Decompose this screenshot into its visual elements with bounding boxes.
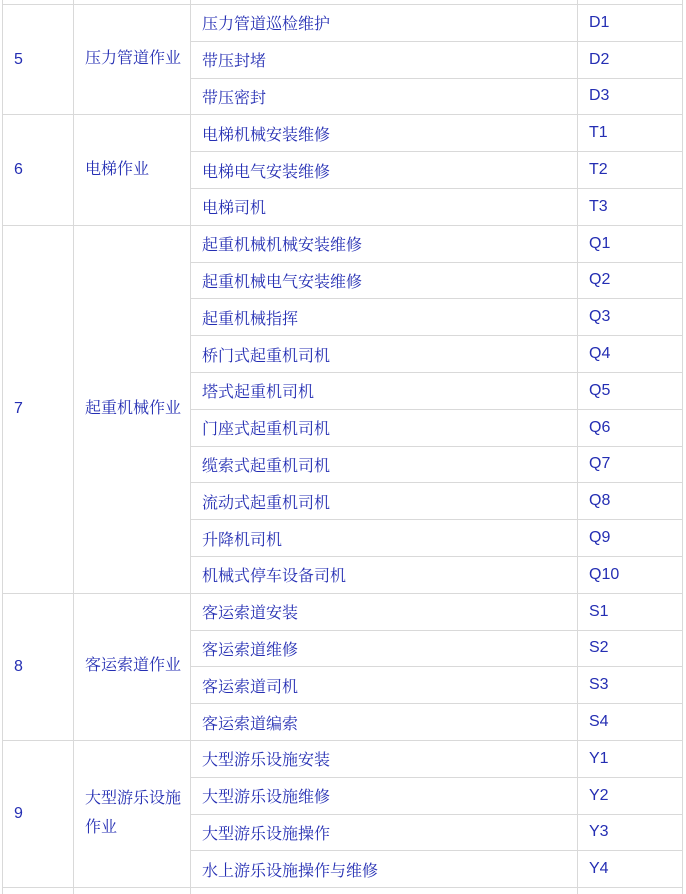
item-cell: 缆索式起重机司机 (191, 446, 578, 483)
item-cell: 塔式起重机司机 (191, 372, 578, 409)
item-cell: 大型游乐设施维修 (191, 777, 578, 814)
item-cell: 起重机械机械安装维修 (191, 225, 578, 262)
code-cell: Y1 (578, 740, 683, 777)
table-row (3, 5, 683, 42)
item-cell: 压力管道巡检维护 (191, 5, 578, 42)
code-cell: Y4 (578, 851, 683, 888)
item-cell: 流动式起重机司机 (191, 483, 578, 520)
table-row (3, 225, 683, 262)
category-cell: 客运索道作业 (74, 593, 191, 740)
code-cell: S2 (578, 630, 683, 667)
item-cell: 带压封堵 (191, 41, 578, 78)
code-cell: Q9 (578, 520, 683, 557)
category-cell: 起重机械作业 (74, 225, 191, 593)
code-cell: Y2 (578, 777, 683, 814)
item-cell: 客运索道维修 (191, 630, 578, 667)
category-cell: 电梯作业 (74, 115, 191, 225)
item-cell: 大型游乐设施操作 (191, 814, 578, 851)
code-cell: S3 (578, 667, 683, 704)
code-cell: Q3 (578, 299, 683, 336)
special-operations-table (2, 0, 683, 894)
table-row (3, 740, 683, 777)
code-cell: S1 (578, 593, 683, 630)
item-cell: 起重机械指挥 (191, 299, 578, 336)
partial-cell (191, 888, 578, 894)
item-cell: 客运索道司机 (191, 667, 578, 704)
code-cell: Q7 (578, 446, 683, 483)
code-cell: Y3 (578, 814, 683, 851)
code-cell: T1 (578, 115, 683, 152)
seq-cell: 6 (3, 115, 74, 225)
item-cell: 起重机械电气安装维修 (191, 262, 578, 299)
category-cell: 压力管道作业 (74, 5, 191, 115)
table-row (3, 593, 683, 630)
code-cell: Q2 (578, 262, 683, 299)
item-cell: 水上游乐设施操作与维修 (191, 851, 578, 888)
category-cell: 大型游乐设施作业 (74, 740, 191, 887)
item-cell: 电梯司机 (191, 188, 578, 225)
partial-cell (578, 888, 683, 894)
item-cell: 机械式停车设备司机 (191, 556, 578, 593)
item-cell: 客运索道编索 (191, 704, 578, 741)
table-row (3, 115, 683, 152)
code-cell: D2 (578, 41, 683, 78)
seq-cell: 8 (3, 593, 74, 740)
partial-cell (74, 888, 191, 894)
partial-row-bottom (3, 888, 683, 894)
item-cell: 电梯机械安装维修 (191, 115, 578, 152)
code-cell: Q6 (578, 409, 683, 446)
code-cell: Q10 (578, 556, 683, 593)
code-cell: Q1 (578, 225, 683, 262)
item-cell: 门座式起重机司机 (191, 409, 578, 446)
seq-cell: 7 (3, 225, 74, 593)
code-cell: T3 (578, 188, 683, 225)
item-cell: 电梯电气安装维修 (191, 152, 578, 189)
item-cell: 升降机司机 (191, 520, 578, 557)
code-cell: T2 (578, 152, 683, 189)
code-cell: Q5 (578, 372, 683, 409)
code-cell: Q8 (578, 483, 683, 520)
item-cell: 带压密封 (191, 78, 578, 115)
item-cell: 桥门式起重机司机 (191, 336, 578, 373)
code-cell: Q4 (578, 336, 683, 373)
table-body (3, 0, 683, 894)
code-cell: D1 (578, 5, 683, 42)
item-cell: 客运索道安装 (191, 593, 578, 630)
code-cell: S4 (578, 704, 683, 741)
item-cell: 大型游乐设施安装 (191, 740, 578, 777)
seq-cell: 5 (3, 5, 74, 115)
partial-cell (3, 888, 74, 894)
code-cell: D3 (578, 78, 683, 115)
seq-cell: 9 (3, 740, 74, 887)
